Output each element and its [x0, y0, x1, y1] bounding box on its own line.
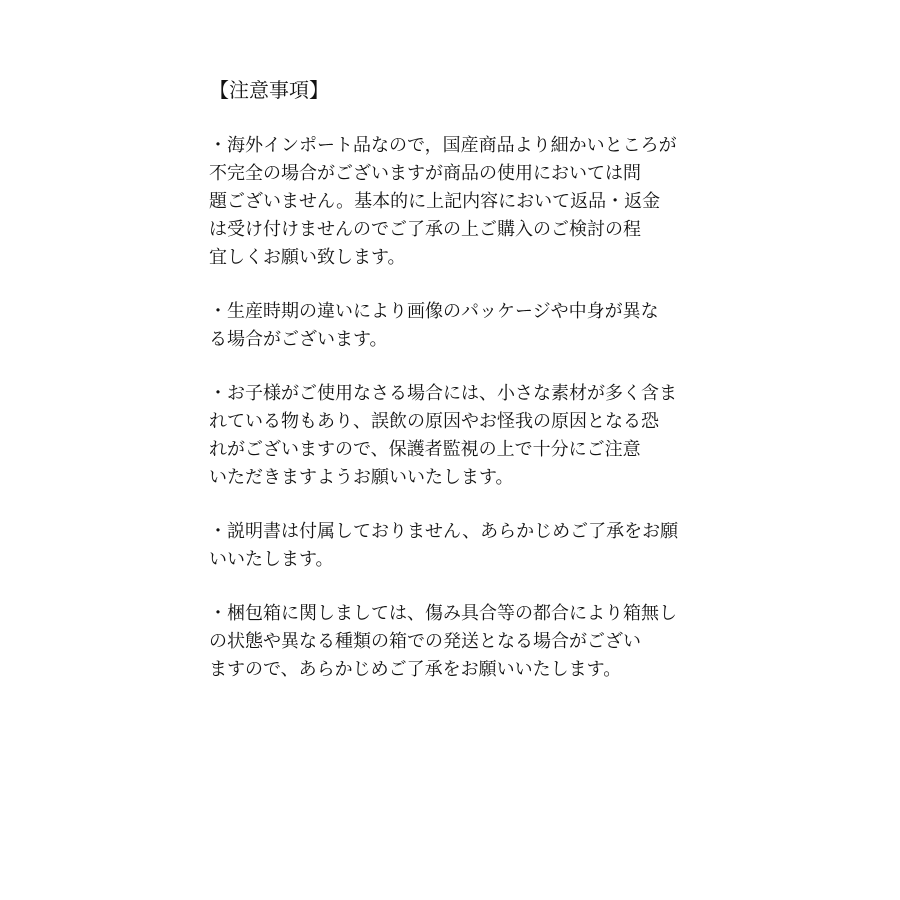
notice-line: は受け付けませんのでご了承の上ご購入のご検討の程: [209, 219, 641, 240]
notice-line: ・お子様がご使用なさる場合には、小さな素材が多く含ま: [209, 383, 677, 404]
notice-paragraph-package-variation: [209, 298, 699, 354]
notice-paragraph-manual: [209, 518, 699, 574]
notice-line: れている物もあり、誤飲の原因やお怪我の原因となる恐: [209, 411, 659, 432]
notice-title: 【注意事項】: [209, 78, 329, 102]
notice-line: の状態や異なる種類の箱での発送となる場合がござい: [209, 631, 641, 652]
notice-line: 不完全の場合がございますが商品の使用においては問: [209, 163, 641, 184]
notice-line: 宜しくお願い致します。: [209, 247, 406, 268]
notice-paragraph-packaging-box: [209, 600, 699, 684]
notice-line: ・生産時期の違いにより画像のパッケージや中身が異な: [209, 301, 659, 322]
notice-line: ・説明書は付属しておりません、あらかじめご了承をお願: [209, 521, 679, 542]
notice-line: いただきますようお願いいたします。: [209, 467, 514, 488]
notice-section: [209, 74, 699, 710]
notice-paragraph-import-quality: [209, 132, 699, 272]
notice-paragraph-child-safety: [209, 380, 699, 492]
notice-line: 題ございません。基本的に上記内容において返品・返金: [209, 191, 661, 212]
notice-line: ・海外インポート品なので，国産商品より細かいところが: [209, 135, 677, 156]
notice-line: れがございますので、保護者監視の上で十分にご注意: [209, 439, 641, 460]
notice-line: ますので、あらかじめご了承をお願いいたします。: [209, 659, 622, 680]
notice-line: いいたします。: [209, 549, 334, 570]
notice-line: ・梱包箱に関しましては、傷み具合等の都合により箱無し: [209, 603, 677, 624]
notice-line: る場合がございます。: [209, 329, 388, 350]
